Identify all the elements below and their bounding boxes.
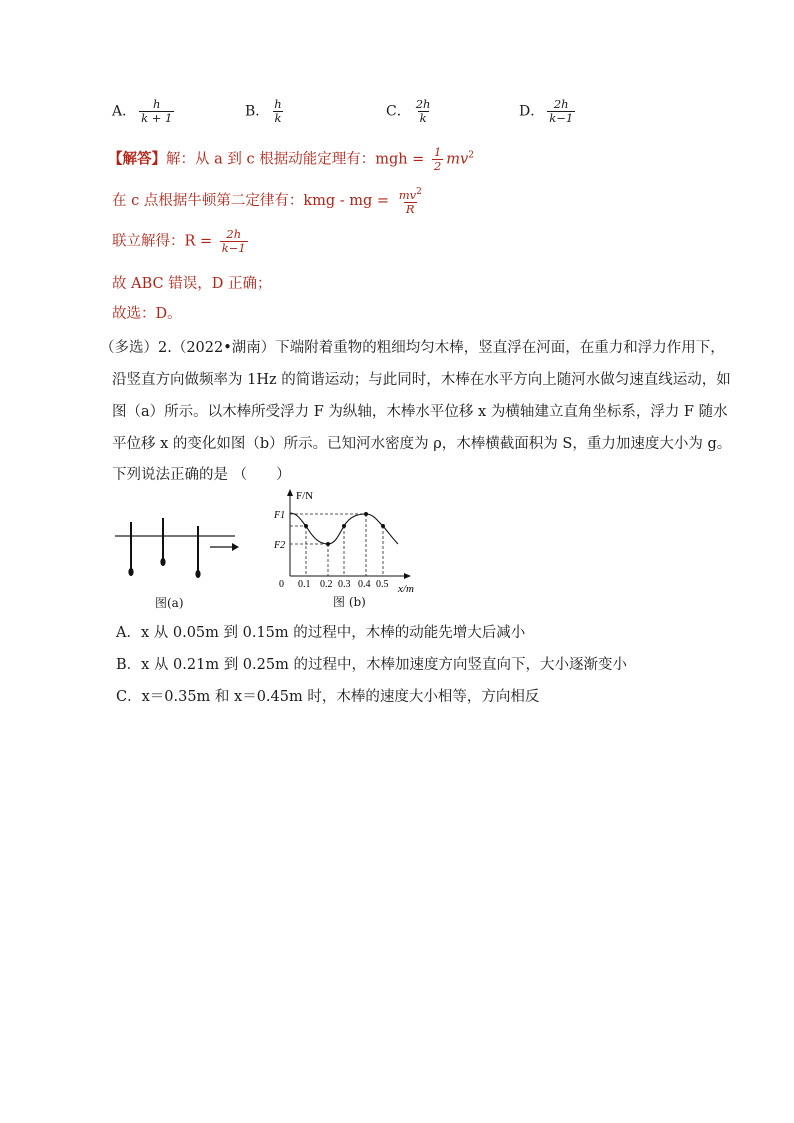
weight-3 <box>195 570 200 578</box>
weight-2 <box>160 558 165 566</box>
x-tick-0-4: 0.4 <box>358 579 371 590</box>
question-2-line-4: 平位移 x 的变化如图（b）所示。已知河水密度为 ρ，木棒横截面积为 S，重力加速度大小为 g。 <box>112 436 732 452</box>
option-a: A． $\frac{h}{k + 1}$ <box>112 97 173 125</box>
point-0-5 <box>381 524 385 528</box>
x-tick-0-2: 0.2 <box>320 579 333 590</box>
figure-a-caption: 图(a) <box>155 596 184 610</box>
question-2-line-3: 图（a）所示。以木棒所受浮力 F 为纵轴，木棒水平位移 x 为横轴建立直角坐标系，浮力 F 随水 <box>112 404 728 420</box>
weight-1 <box>128 568 133 576</box>
flow-arrowhead-icon <box>232 543 239 551</box>
point-0-2 <box>326 542 330 546</box>
point-0-3 <box>342 524 346 528</box>
y-axis-arrowhead-icon <box>287 489 293 496</box>
x-axis-arrowhead-icon <box>404 573 411 579</box>
option-d: D． $\frac{2h}{k-1}$ <box>519 97 574 125</box>
solution-line-4: 故 ABC 错误，D 正确； <box>112 276 272 292</box>
solution-line-2: 在 c 点根据牛顿第二定律有：kmg - mg = $\frac{mv^2}{R}$ <box>112 187 422 216</box>
question-2-line-2: 沿竖直方向做频率为 1Hz 的简谐运动；与此同时，木棒在水平方向上随河水做匀速直线运动，如 <box>112 372 731 388</box>
point-0-1 <box>304 524 308 528</box>
solution-line-1: 【解答】解：从 a 到 c 根据动能定理有：mgh = $\frac{1}{2}$ $mv^2$ <box>108 145 474 173</box>
x-tick-0-3: 0.3 <box>338 579 351 590</box>
x-axis-label: x/m <box>398 583 414 594</box>
q2-option-a: A．x 从 0.05m 到 0.15m 的过程中，木棒的动能先增大后减小 <box>116 625 526 641</box>
question-2-line-5: 下列说法正确的是 （ ） <box>112 467 291 483</box>
x-tick-0-1: 0.1 <box>298 579 311 590</box>
figure-b-caption: 图 (b) <box>333 595 366 609</box>
q2-option-c: C．x＝0.35m 和 x＝0.45m 时，木棒的速度大小相等，方向相反 <box>116 689 540 705</box>
solution-line-3: 联立解得：R = $\frac{2h}{k-1}$ <box>112 227 246 255</box>
y-axis-label: F/N <box>296 490 314 502</box>
tick-f2: F2 <box>274 540 286 551</box>
question-2-line-1: （多选）2.（2022•湖南）下端附着重物的粗细均匀木棒，竖直浮在河面，在重力和浮力作用下， <box>100 340 725 356</box>
option-b: B． $\frac{h}{k}$ <box>245 97 282 125</box>
solution-line-5: 故选：D。 <box>112 306 182 322</box>
option-c: C． $\frac{2h}{k}$ <box>386 97 431 125</box>
point-0-4 <box>364 512 368 516</box>
q2-option-b: B．x 从 0.21m 到 0.25m 的过程中，木棒加速度方向竖直向下，大小逐渐变小 <box>116 657 627 673</box>
origin-label: 0 <box>279 579 284 590</box>
solution-tag: 【解答】 <box>108 150 166 168</box>
tick-f1: F1 <box>274 510 286 521</box>
figure-b-graph <box>268 486 418 594</box>
x-tick-0-5: 0.5 <box>376 579 389 590</box>
